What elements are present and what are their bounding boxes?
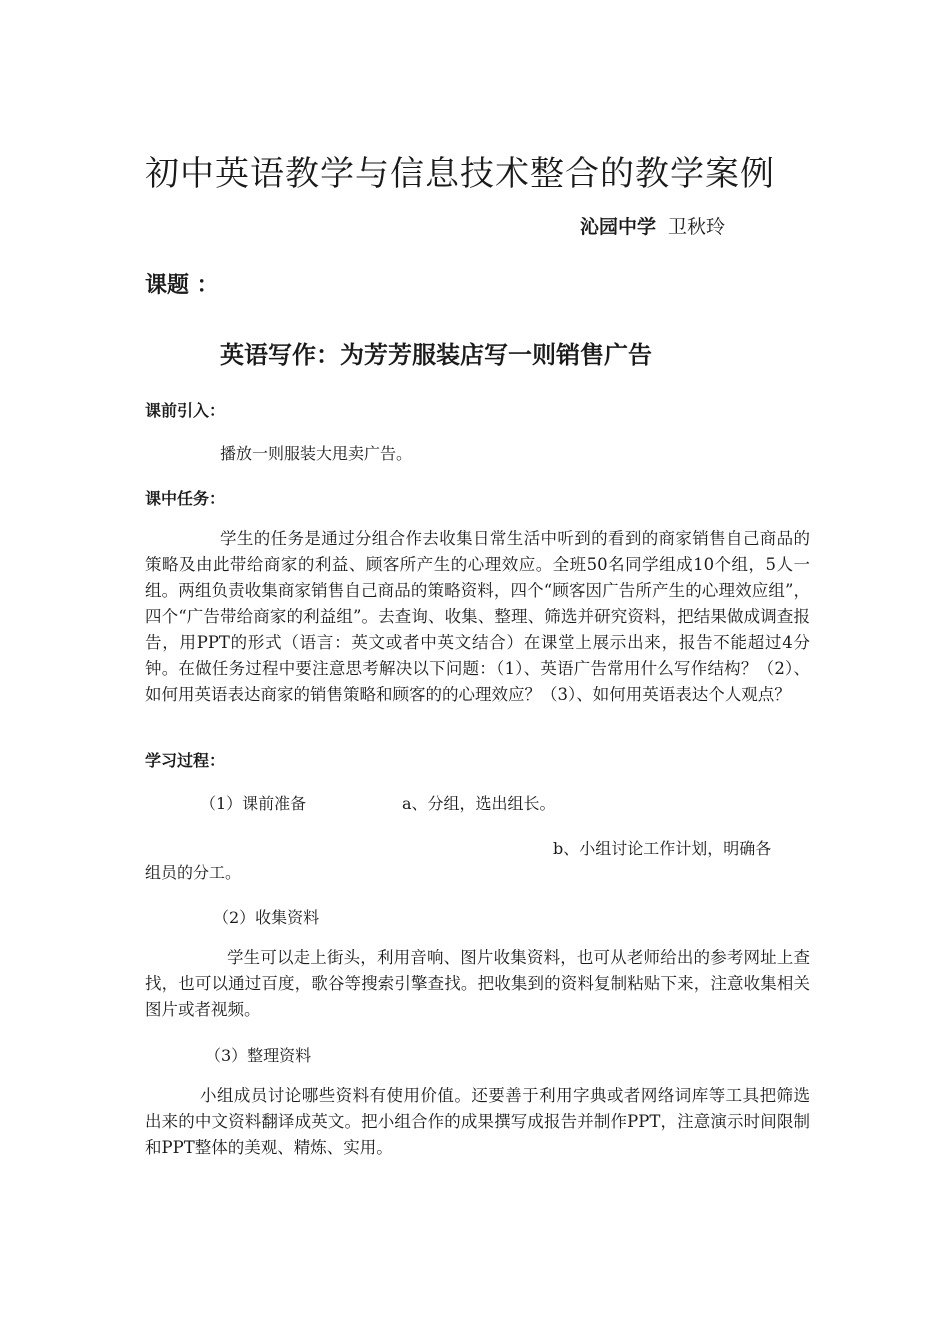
author-school: 沁园中学 xyxy=(580,216,657,238)
author-name: 卫秋玲 xyxy=(668,216,726,238)
step1-item-b-line1: b、小组讨论工作计划，明确各 xyxy=(553,839,772,858)
subject-label: 课题 ： xyxy=(145,273,219,298)
intro-text: 播放一则服装大甩卖广告。 xyxy=(220,444,413,463)
step1-item-a: a、分组，选出组长。 xyxy=(402,794,556,813)
step2-label: （2）收集资料 xyxy=(213,908,320,927)
step3-paragraph: 小组成员讨论哪些资料有使用价值。还要善于利用字典或者网络词库等工具把筛选出来的中文资料翻译成英文。把小组合作的成果撰写成报告并制作PPT，注意演示时间限制和PPT整体的美观、精炼、实用。 xyxy=(145,1086,810,1157)
task-heading: 课中任务： xyxy=(145,489,226,508)
subject-title: 英语写作：为芳芳服装店写一则销售广告 xyxy=(220,341,652,369)
step1-label: （1）课前准备 xyxy=(200,794,307,813)
step1-item-b-line2: 组员的分工。 xyxy=(145,863,242,882)
step2-paragraph: 学生可以走上街头，利用音响、图片收集资料，也可从老师给出的参考网址上查找，也可以通过百度，歌谷等搜索引擎查找。把收集到的资料复制粘贴下来，注意收集相关图片或者视频。 xyxy=(145,948,810,1019)
author-line xyxy=(580,212,725,239)
intro-heading: 课前引入： xyxy=(145,401,226,420)
step3-label: （3）整理资料 xyxy=(205,1046,312,1065)
process-heading: 学习过程： xyxy=(145,751,226,770)
document-title: 初中英语教学与信息技术整合的教学案例 xyxy=(145,154,775,194)
task-paragraph: 学生的任务是通过分组合作去收集日常生活中听到的看到的商家销售自己商品的策略及由此带给商家的利益、顾客所产生的心理效应。全班50名同学组成10个组，5人一组。两组负责收集商家销售自己商品的策略资料，四个“顾客因广告所产生的心理效应组”，四个“广告带给商家的利益组”。去查询、收集、整理、筛选并研究资料，把结果做成调查报告，用PPT的形式（语言：英文或者中英文结合）在课堂上展示出来，报告不能超过4分钟。在做任务过程中要注意思考解决以下问题：（1）、英语广告常用什么写作结构？（2）、如何用英语表达商家的销售策略和顾客的的心理效应？（3）、如何用英语表达个人观点？ xyxy=(145,529,810,704)
